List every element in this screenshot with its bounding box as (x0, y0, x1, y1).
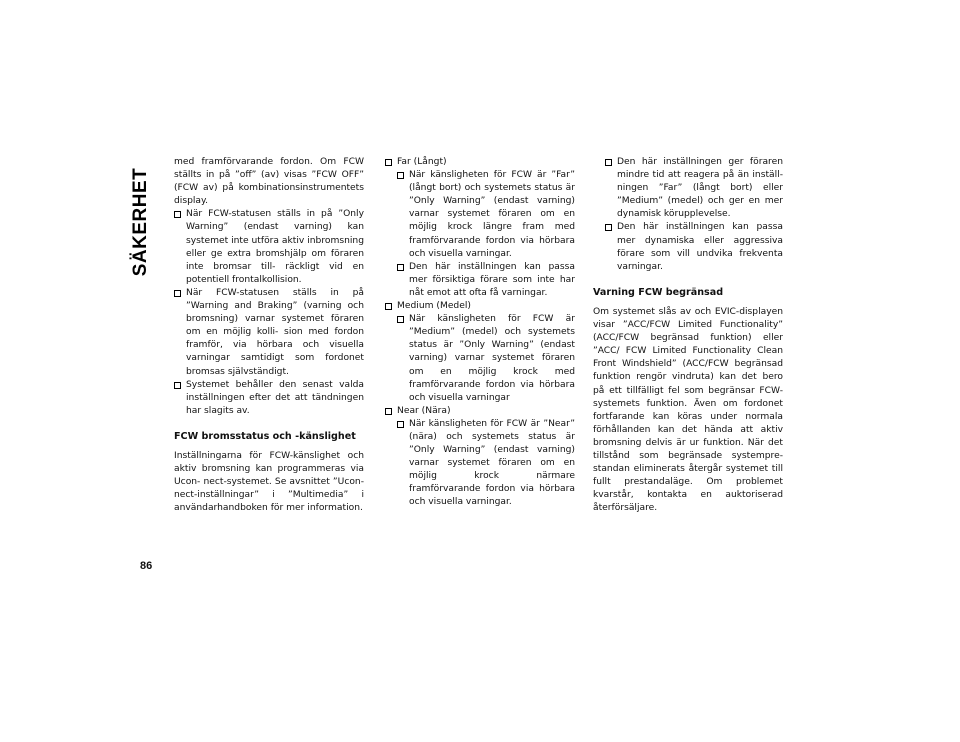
column-3 (593, 156, 783, 515)
square-bullet-icon (174, 290, 181, 297)
section-side-tab-label: SÄKERHET (130, 167, 151, 277)
bullet-text: När FCW-statusen ställs in på ”Warning and Braking” (varning och bromsning) varnar systemet föraren om en möjlig kolli- sion med fordon framför, via hörbara och visuella varningar samtidigt som fordonet bromsas självständigt. (186, 287, 364, 377)
sub-bullet-item (605, 156, 783, 221)
square-bullet-icon (397, 264, 404, 271)
bullet-text: När känsligheten för FCW är ”Medium” (medel) och systemets status är ”Only Warning” (endast varning) varnar systemet föraren om en möjlig krock med framförvarande fordon via hörbara och visuella varningar (409, 314, 575, 403)
square-bullet-icon (385, 303, 392, 310)
sub-bullet-item (397, 418, 575, 510)
sub-bullet-item (397, 169, 575, 261)
bullet-item (174, 208, 364, 287)
section-side-tab (126, 167, 156, 277)
sub-bullet-item (605, 221, 783, 273)
sub-bullet-item (397, 313, 575, 405)
bullet-text: När känsligheten för FCW är ”Near” (nära) och systemets status är ”Only Warning” (endast varning) varnar systemet föraren om en möjlig krock närmare framförvarande fordon via hörbara och visuella varningar. (409, 418, 575, 508)
square-bullet-icon (385, 408, 392, 415)
bullet-text: När känsligheten för FCW är ”Far” (långt bort) och systemets status är ”Only Warning” (endast varning) varnar systemet föraren om en möjlig krock längre fram med framförvarande fordon via hörbara och visuella varningar. (409, 170, 575, 259)
square-bullet-icon (397, 316, 404, 323)
square-bullet-icon (397, 421, 404, 428)
bullet-item (385, 156, 575, 169)
body-paragraph: Inställningarna för FCW-känslighet och aktiv bromsning kan programmeras via Ucon- nect-systemet. Se avsnittet ”Ucon- nect-inställningar” i ”Multimedia” i användarhandboken för mer information. (174, 450, 364, 514)
bullet-item (385, 405, 575, 418)
section-heading: Varning FCW begränsad (593, 286, 724, 298)
bullet-text: När FCW-statusen ställs in på ”Only Warning” (endast varning) kan systemet inte utföra aktiv inbromsning eller ge extra bromshjälp om föraren inte bromsar till- räckligt vid en potentiell frontalkollision. (186, 209, 364, 285)
bullet-text: Near (Nära) (397, 405, 451, 416)
column-1 (174, 156, 364, 515)
bullet-text: Den här inställningen kan passa mer dynamiska eller aggressiva förare som vill undvika frekventa varningar. (617, 222, 783, 272)
square-bullet-icon (605, 224, 612, 231)
body-paragraph: Om systemet slås av och EVIC-displayen visar ”ACC/FCW Limited Functionality” (ACC/FCW begränsad funktion) eller ”ACC/ FCW Limited Functionality Clean Front Windshield” (ACC/FCW begränsad funktion rengör vindruta) kan det bero på ett tillfälligt fel som begränsar FCW-systemets funktion. Även om fordonet fortfarande kan köras under normala förhållanden kan det hända att aktiv bromsning delvis är ur funktion. När det tillstånd som begränsade systempre- standan eliminerats återgår systemet till fullt prestandaläge. Om problemet kvarstår, kontakta en auktoriserad återförsäljare. (593, 306, 783, 514)
bullet-text: Far (Långt) (397, 157, 447, 167)
bullet-text: Den här inställningen ger föraren mindre tid att reagera på än inställ- ningen ”Far” (långt bort) eller ”Medium” (medel) och ger en mer dynamisk körupplevelse. (617, 157, 783, 220)
page-number: 86 (140, 560, 153, 572)
square-bullet-icon (174, 211, 181, 218)
bullet-text: Systemet behåller den senast valda inställningen efter det att tändningen har slagits av. (186, 379, 364, 416)
square-bullet-icon (385, 159, 392, 166)
section-heading: FCW bromsstatus och -känslighet (174, 430, 356, 442)
bullet-item (174, 287, 364, 379)
square-bullet-icon (174, 382, 181, 389)
square-bullet-icon (605, 159, 612, 166)
bullet-text: Medium (Medel) (397, 301, 471, 312)
bullet-item (385, 300, 575, 313)
bullet-text: Den här inställningen kan passa mer försiktiga förare som inte har nåt emot att ofta få varningar. (409, 261, 575, 298)
intro-paragraph: med framförvarande fordon. Om FCW ställts in på ”off” (av) visas ”FCW OFF” (FCW av) på kombinationsinstrumentets display. (174, 157, 364, 207)
bullet-item (174, 379, 364, 418)
square-bullet-icon (397, 172, 404, 179)
column-2 (385, 156, 575, 510)
sub-bullet-item (397, 261, 575, 300)
